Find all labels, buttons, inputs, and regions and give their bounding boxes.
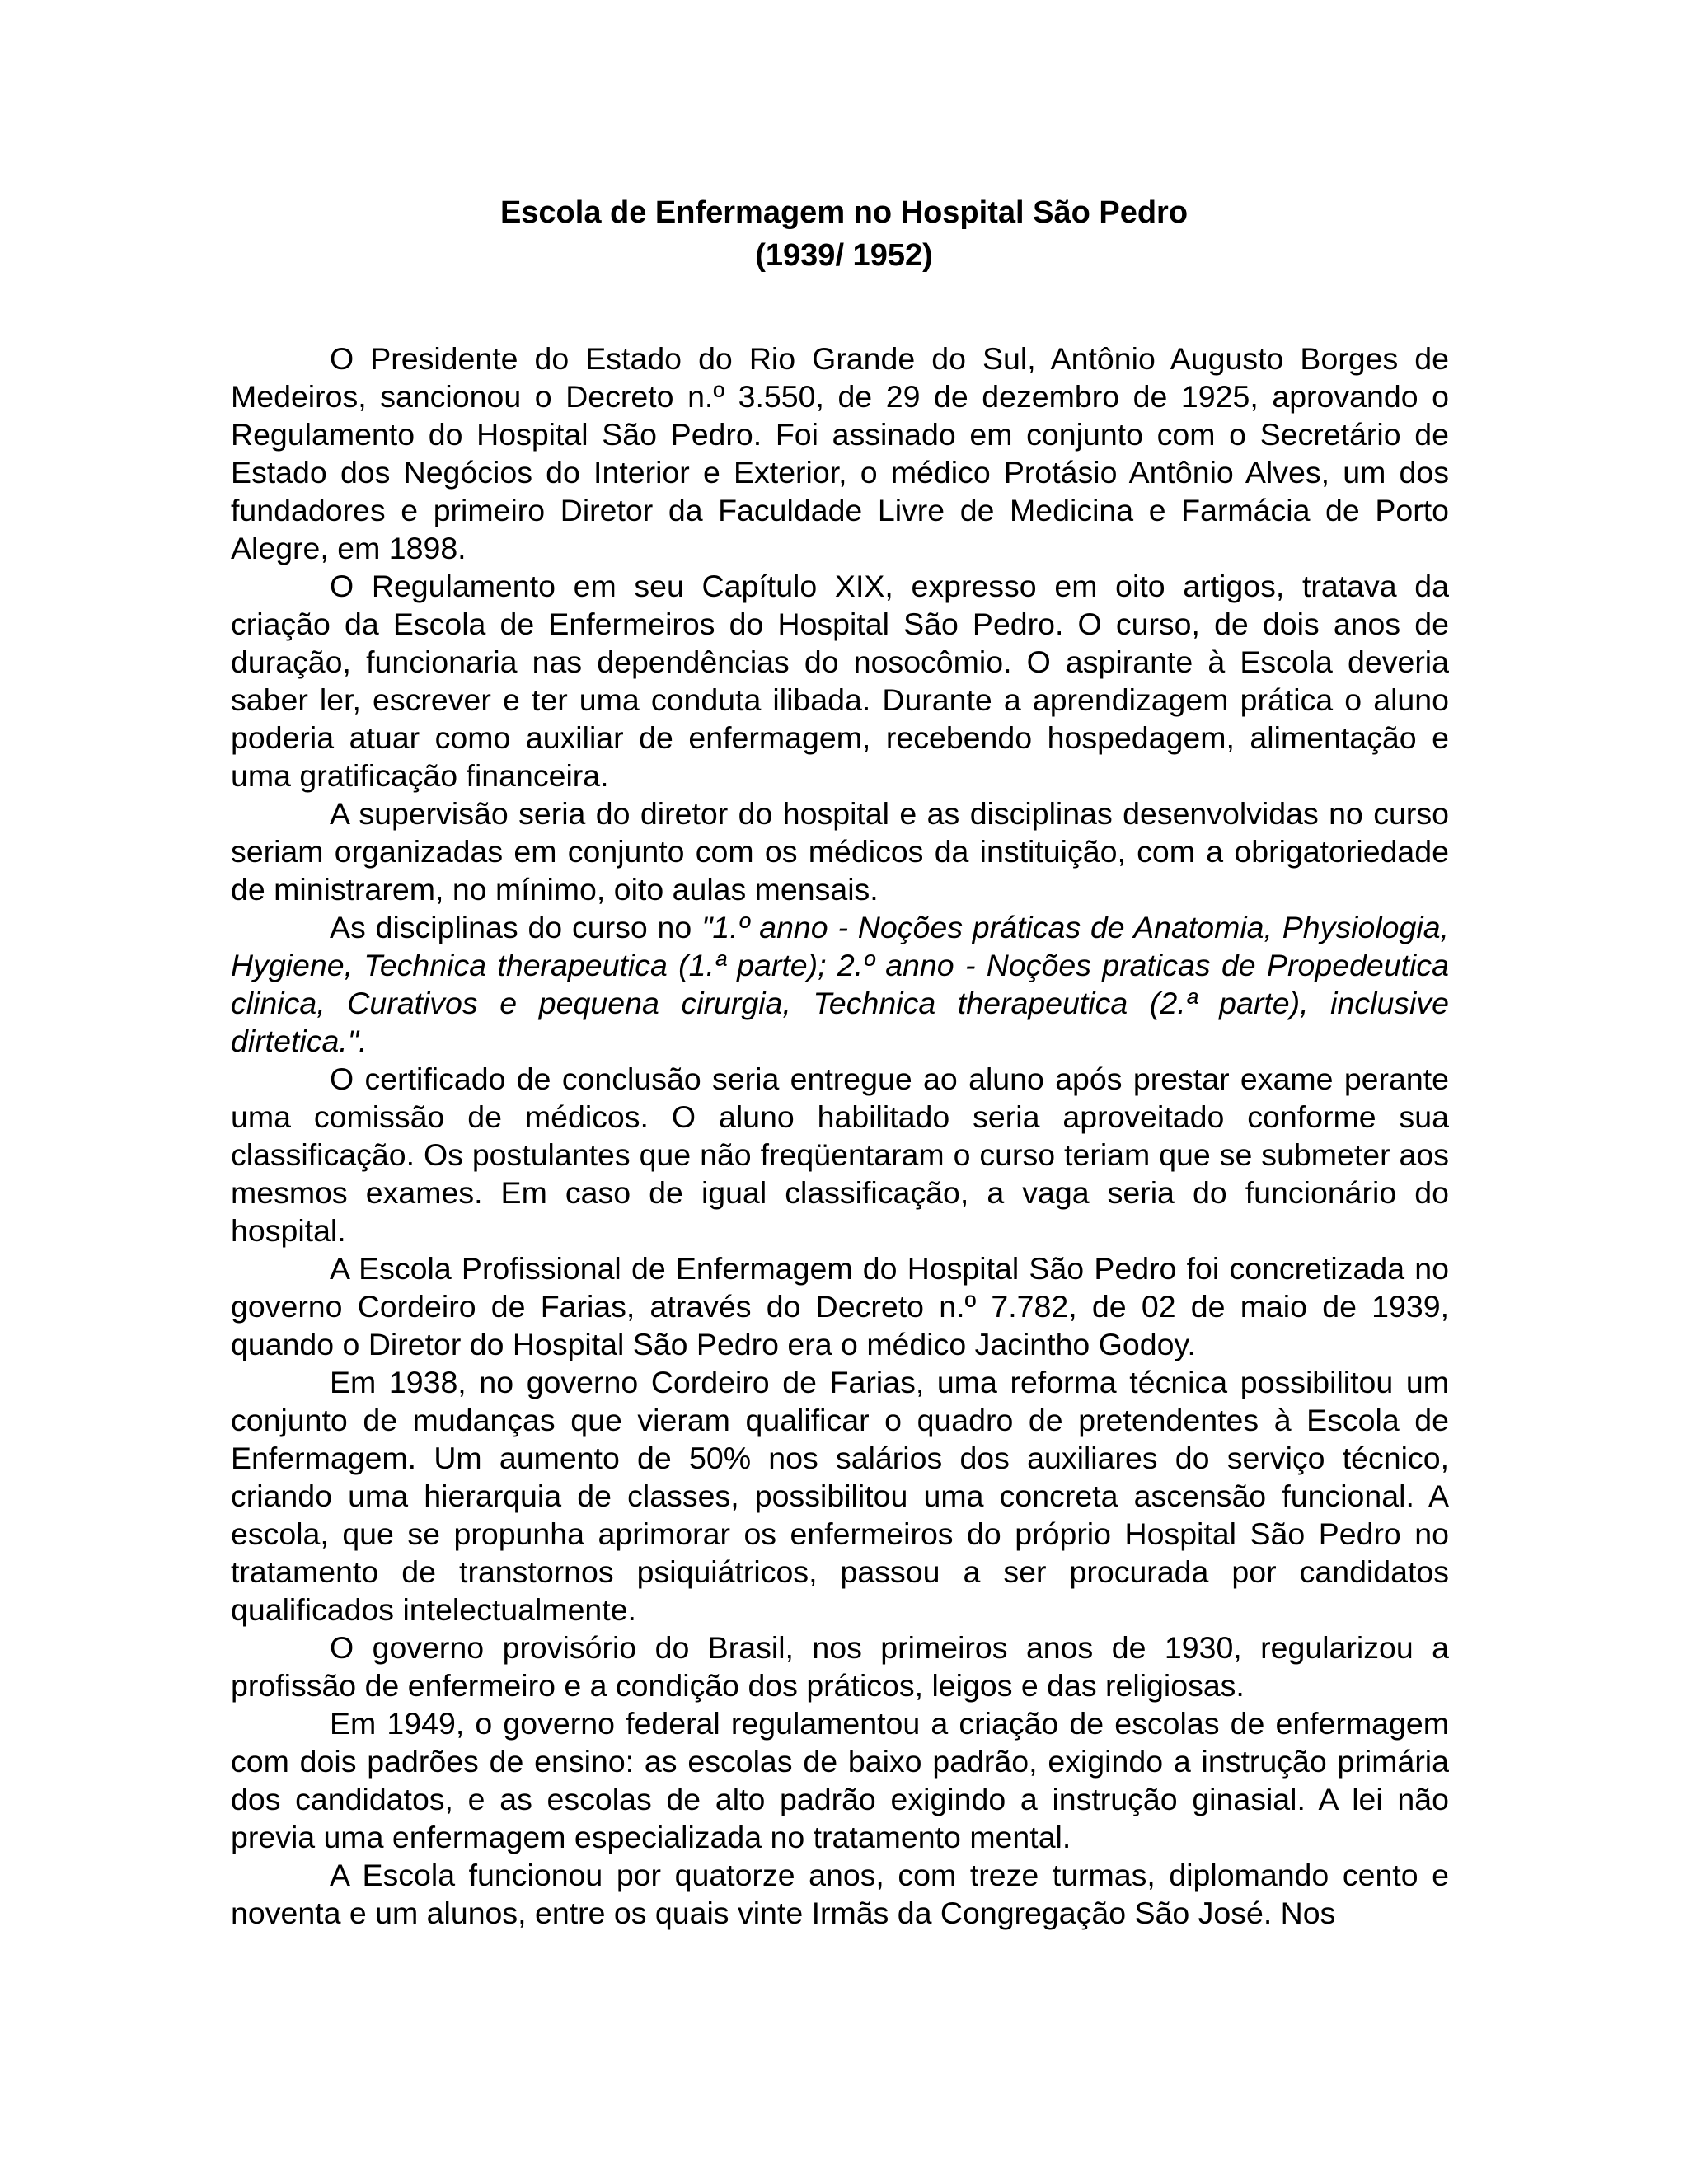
- paragraph-7: Em 1938, no governo Cordeiro de Farias, uma reforma técnica possibilitou um conjunto de mudanças que vieram qualificar o quadro de pretendentes à Escola de Enfermagem. Um aumento de 50% nos salários dos auxiliares do serviço técnico, criando uma hierarquia de classes, possibilitou uma concreta ascensão funcional. A escola, que se propunha aprimorar os enfermeiros do próprio Hospital São Pedro no tratamento de transtornos psiquiátricos, passou a ser procurada por candidatos qualificados intelectualmente.: [231, 1365, 1449, 1627]
- paragraph-2: O Regulamento em seu Capítulo XIX, expresso em oito artigos, tratava da criação da Escola de Enfermeiros do Hospital São Pedro. O curso, de dois anos de duração, funcionaria nas dependências do nosocômio. O aspirante à Escola deveria saber ler, escrever e ter uma conduta ilibada. Durante a aprendizagem prática o aluno poderia atuar como auxiliar de enfermagem, recebendo hospedagem, alimentação e uma gratificação financeira.: [231, 569, 1449, 793]
- paragraph-6: A Escola Profissional de Enfermagem do Hospital São Pedro foi concretizada no governo Cordeiro de Farias, através do Decreto n.º 7.782, de 02 de maio de 1939, quando o Diretor do Hospital São Pedro era o médico Jacintho Godoy.: [231, 1251, 1449, 1361]
- paragraph-1: O Presidente do Estado do Rio Grande do Sul, Antônio Augusto Borges de Medeiros, sancionou o Decreto n.º 3.550, de 29 de dezembro de 1925, aprovando o Regulamento do Hospital São Pedro. Foi assinado em conjunto com o Secretário de Estado dos Negócios do Interior e Exterior, o médico Protásio Antônio Alves, um dos fundadores e primeiro Diretor da Faculdade Livre de Medicina e Farmácia de Porto Alegre, em 1898.: [231, 341, 1449, 565]
- paragraph-8: O governo provisório do Brasil, nos primeiros anos de 1930, regularizou a profissão de enfermeiro e a condição dos práticos, leigos e das religiosas.: [231, 1630, 1449, 1703]
- paragraph-5: O certificado de conclusão seria entregue ao aluno após prestar exame perante uma comissão de médicos. O aluno habilitado seria aproveitado conforme sua classificação. Os postulantes que não freqüentaram o curso teriam que se submeter aos mesmos exames. Em caso de igual classificação, a vaga seria do funcionário do hospital.: [231, 1062, 1449, 1248]
- disciplines-intro: As disciplinas do curso no: [330, 910, 702, 944]
- title-line-2: (1939/ 1952): [755, 238, 933, 273]
- disciplines-quote: "1.º anno - Noções práticas de Anatomia, Physiologia, Hygiene, Technica therapeutica (1.ª parte); 2.º anno - Noções praticas de Propedeutica clinica, Curativos e pequena cirurgia, Technica therapeutica (2.ª parte), inclusive dirtetica.".: [231, 910, 1449, 1058]
- paragraph-3: A supervisão seria do diretor do hospital e as disciplinas desenvolvidas no curso seriam organizadas em conjunto com os médicos da instituição, com a obrigatoriedade de ministrarem, no mínimo, oito aulas mensais.: [231, 796, 1449, 907]
- title-line-1: Escola de Enfermagem no Hospital São Pedro: [499, 195, 1189, 230]
- paragraph-disciplines: [231, 908, 1449, 1060]
- document-title: [0, 191, 1688, 277]
- paragraph-10: A Escola funcionou por quatorze anos, com treze turmas, diplomando cento e noventa e um alunos, entre os quais vinte Irmãs da Congregação São José. Nos: [231, 1858, 1449, 1930]
- document-body: [231, 340, 1449, 1932]
- paragraph-9: Em 1949, o governo federal regulamentou a criação de escolas de enfermagem com dois padrões de ensino: as escolas de baixo padrão, exigindo a instrução primária dos candidatos, e as escolas de alto padrão exigindo a instrução ginasial. A lei não previa uma enfermagem especializada no tratamento mental.: [231, 1706, 1449, 1854]
